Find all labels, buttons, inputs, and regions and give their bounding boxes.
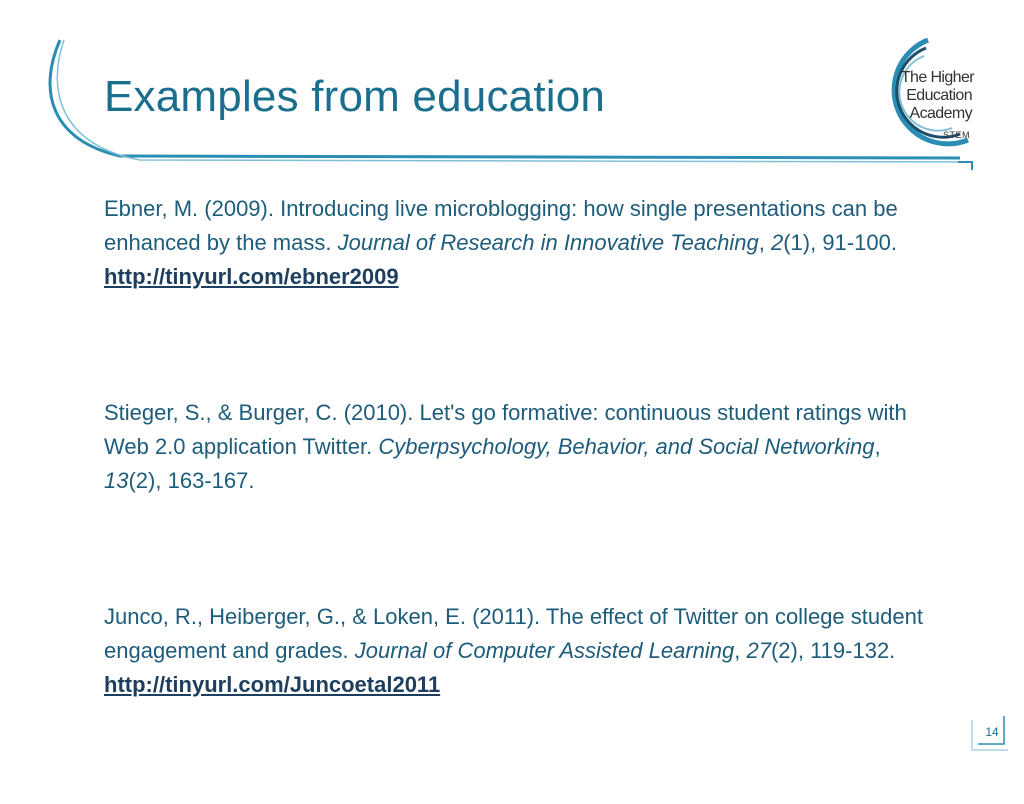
- reference-journal: Cyberpsychology, Behavior, and Social Networking: [378, 434, 875, 459]
- logo-text-line3: Academy: [909, 105, 972, 122]
- reference-volume: 2: [770, 230, 784, 255]
- logo-stem-label: STEM: [942, 130, 970, 140]
- reference-pages: (2), 163-167.: [128, 468, 255, 493]
- reference-volume: 27: [746, 638, 771, 663]
- reference-separator: ,: [874, 434, 881, 459]
- logo-text-line2: Education: [906, 87, 972, 104]
- reference-citation: Junco, R., Heiberger, G., & Loken, E. (2011). The effect of Twitter on college student engagement and grades.: [104, 604, 923, 663]
- page-number: 14: [985, 725, 999, 739]
- reference-volume: 13: [104, 468, 129, 493]
- reference-pages: (2), 119-132.: [770, 638, 896, 663]
- reference-list: [104, 192, 944, 804]
- reference-pages: (1), 91-100.: [783, 230, 897, 255]
- reference-citation: Stieger, S., & Burger, C. (2010). Let's go formative: continuous student ratings with Web 2.0 application Twitter.: [104, 400, 907, 459]
- higher-education-academy-logo: [868, 30, 978, 160]
- reference-link-junco[interactable]: http://tinyurl.com/Juncoetal2011: [104, 672, 441, 697]
- logo-text-line1: The Higher: [900, 69, 974, 86]
- reference-journal: Journal of Research in Innovative Teaching: [337, 230, 759, 255]
- reference-item-ebner: [104, 192, 944, 294]
- reference-citation: Ebner, M. (2009). Introducing live microblogging: how single presentations can be enhanced by the mass.: [104, 196, 898, 255]
- slide-title: Examples from education: [104, 72, 606, 121]
- reference-link-ebner[interactable]: http://tinyurl.com/ebner2009: [104, 264, 399, 289]
- reference-item-stieger: [104, 396, 944, 498]
- reference-item-junco: [104, 600, 944, 702]
- reference-separator: ,: [758, 230, 771, 255]
- reference-separator: ,: [734, 638, 747, 663]
- reference-journal: Journal of Computer Assisted Learning: [354, 638, 735, 663]
